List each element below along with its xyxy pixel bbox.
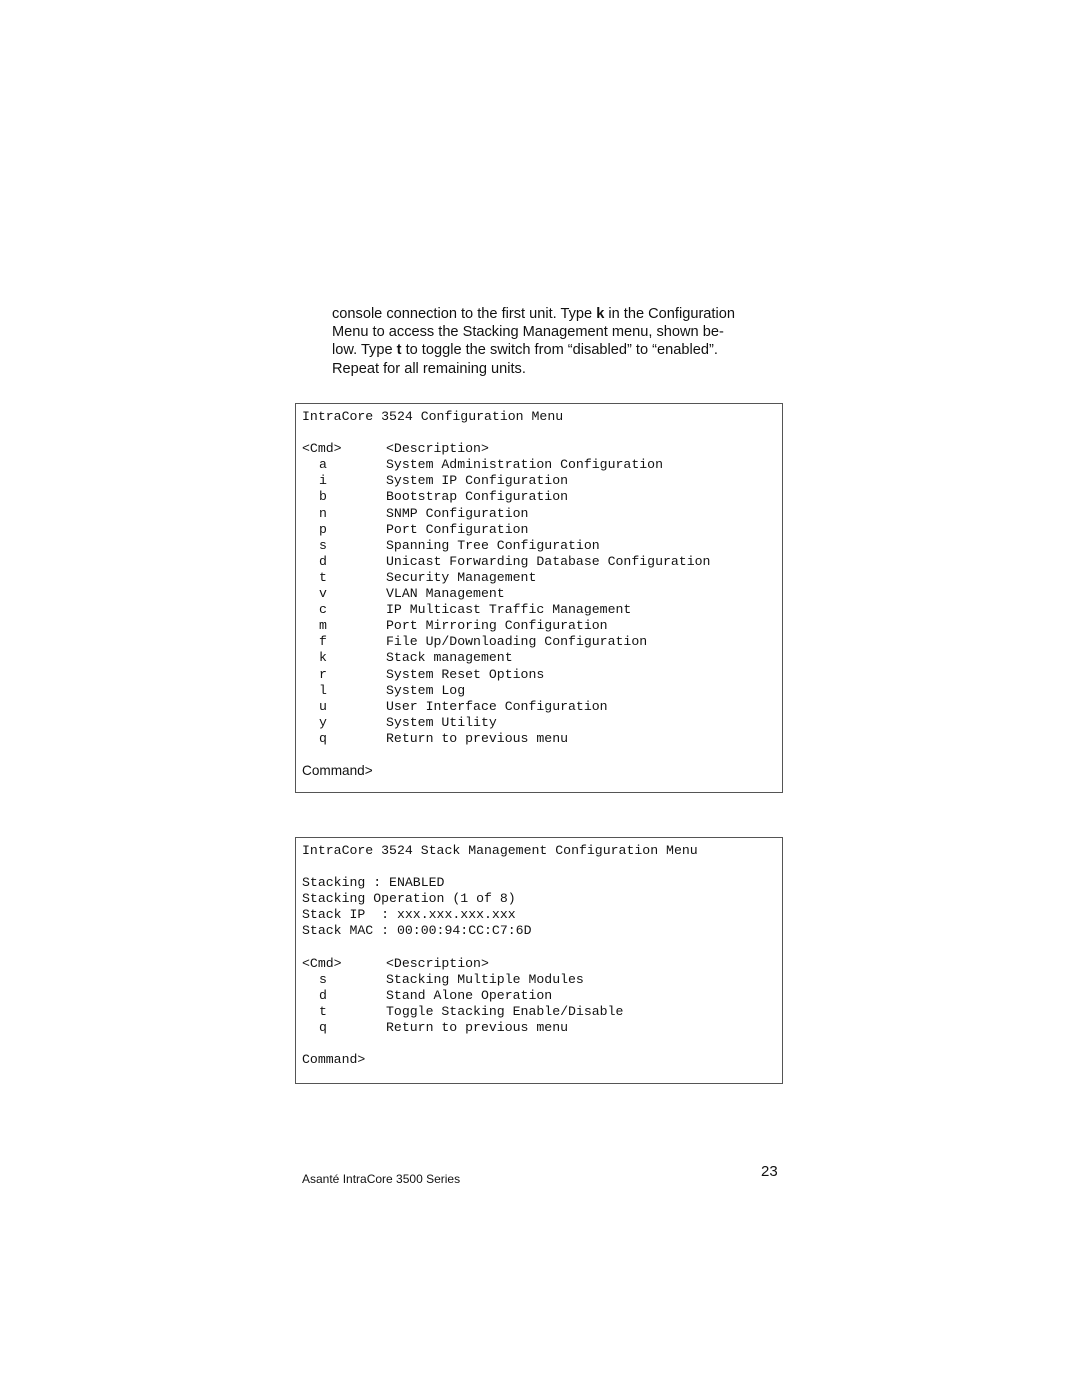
intro-text: console connection to the first unit. Type: [332, 306, 597, 322]
menu-item-label: Return to previous menu: [386, 730, 569, 746]
intro-text: Repeat for all remaining units.: [332, 360, 526, 377]
menu-item-label: Stack management: [386, 650, 513, 666]
menu-item-key: i: [319, 473, 327, 489]
menu-item-t[interactable]: [302, 1004, 776, 1020]
menu-item-a[interactable]: [302, 457, 776, 473]
menu-item-label: System IP Configuration: [386, 473, 569, 489]
menu-item-t[interactable]: [302, 570, 776, 586]
menu-item-n[interactable]: [302, 506, 776, 522]
menu-item-key: f: [319, 634, 327, 650]
menu-item-label: SNMP Configuration: [386, 505, 529, 521]
intro-paragraph: [332, 305, 780, 378]
menu-item-q[interactable]: [302, 731, 776, 747]
menu-item-f[interactable]: [302, 634, 776, 650]
menu-item-key: b: [319, 489, 327, 505]
menu-item-l[interactable]: [302, 683, 776, 699]
intro-text: Menu to access the Stacking Management menu, shown be-: [332, 324, 724, 341]
stack-status-line: Stacking Operation (1 of 8): [302, 891, 516, 907]
menu-item-label: Toggle Stacking Enable/Disable: [386, 1003, 624, 1019]
menu-item-key: k: [319, 650, 327, 666]
menu-item-s[interactable]: [302, 972, 776, 988]
menu-header: [302, 441, 776, 457]
menu-item-label: Stacking Multiple Modules: [386, 971, 584, 987]
menu-item-label: File Up/Downloading Configuration: [386, 634, 648, 650]
menu-title: IntraCore 3524 Stack Management Configuration Menu: [302, 843, 698, 858]
menu-item-p[interactable]: [302, 522, 776, 538]
menu-item-r[interactable]: [302, 667, 776, 683]
menu-item-key: q: [319, 1020, 327, 1036]
menu-item-c[interactable]: [302, 602, 776, 618]
menu-items: [302, 457, 776, 747]
menu-item-y[interactable]: [302, 715, 776, 731]
menu-item-label: Bootstrap Configuration: [386, 489, 569, 505]
menu-item-key: q: [319, 730, 327, 746]
menu-item-key: m: [319, 618, 327, 634]
menu-item-key: t: [319, 569, 327, 585]
stack-status-line: Stacking : ENABLED: [302, 875, 445, 891]
menu-item-v[interactable]: [302, 586, 776, 602]
menu-item-k[interactable]: [302, 650, 776, 666]
stack-status-line: Stack MAC : 00:00:94:CC:C7:6D: [302, 923, 532, 939]
menu-item-key: l: [319, 682, 327, 698]
command-prompt[interactable]: Command>: [302, 1052, 366, 1068]
menu-item-label: Spanning Tree Configuration: [386, 537, 600, 553]
menu-item-key: s: [319, 537, 327, 553]
intro-text: low. Type: [332, 342, 397, 359]
menu-title: IntraCore 3524 Configuration Menu: [302, 409, 564, 424]
cmd-header: <Cmd>: [302, 441, 342, 457]
menu-item-label: Security Management: [386, 569, 537, 585]
menu-item-key: d: [319, 553, 327, 569]
menu-item-label: Unicast Forwarding Database Configuration: [386, 553, 711, 569]
menu-item-key: u: [319, 698, 327, 714]
menu-item-u[interactable]: [302, 699, 776, 715]
menu-item-key: p: [319, 521, 327, 537]
stack-management-menu-screen: [295, 837, 783, 1084]
stack-status: [302, 875, 776, 939]
menu-item-key: y: [319, 714, 327, 730]
menu-item-key: s: [319, 971, 327, 987]
configuration-menu-screen: [295, 403, 783, 793]
key-k: k: [596, 306, 605, 322]
menu-item-key: t: [319, 1003, 327, 1019]
menu-item-key: c: [319, 602, 327, 618]
menu-item-m[interactable]: [302, 618, 776, 634]
menu-item-label: System Reset Options: [386, 666, 545, 682]
command-prompt[interactable]: Command>: [302, 763, 373, 779]
menu-item-d[interactable]: [302, 988, 776, 1004]
menu-item-b[interactable]: [302, 489, 776, 505]
description-header: <Description>: [386, 441, 489, 457]
menu-item-s[interactable]: [302, 538, 776, 554]
menu-item-q[interactable]: [302, 1020, 776, 1036]
menu-item-key: a: [319, 457, 327, 473]
intro-text: to toggle the switch from “disabled” to “enabled”.: [401, 342, 718, 359]
menu-item-i[interactable]: [302, 473, 776, 489]
menu-item-key: n: [319, 505, 327, 521]
menu-item-label: Stand Alone Operation: [386, 987, 553, 1003]
menu-item-label: Port Mirroring Configuration: [386, 618, 608, 634]
description-header: <Description>: [386, 955, 489, 971]
menu-item-key: v: [319, 586, 327, 602]
menu-header: [302, 956, 776, 972]
menu-item-label: IP Multicast Traffic Management: [386, 602, 632, 618]
menu-item-label: Return to previous menu: [386, 1020, 569, 1036]
menu-item-label: System Administration Configuration: [386, 457, 663, 473]
cmd-header: <Cmd>: [302, 955, 342, 971]
menu-item-key: r: [319, 666, 327, 682]
menu-item-label: System Log: [386, 682, 466, 698]
footer-title: Asanté IntraCore 3500 Series: [302, 1172, 461, 1186]
key-t: t: [396, 342, 402, 359]
menu-item-label: System Utility: [386, 714, 497, 730]
menu-items: [302, 972, 776, 1036]
menu-item-label: Port Configuration: [386, 521, 529, 537]
stack-status-line: Stack IP : xxx.xxx.xxx.xxx: [302, 907, 516, 923]
menu-item-label: VLAN Management: [386, 586, 505, 602]
menu-item-label: User Interface Configuration: [386, 698, 608, 714]
intro-text: in the Configuration: [604, 306, 735, 322]
menu-item-key: d: [319, 987, 327, 1003]
menu-item-d[interactable]: [302, 554, 776, 570]
page-number: 23: [761, 1163, 778, 1180]
